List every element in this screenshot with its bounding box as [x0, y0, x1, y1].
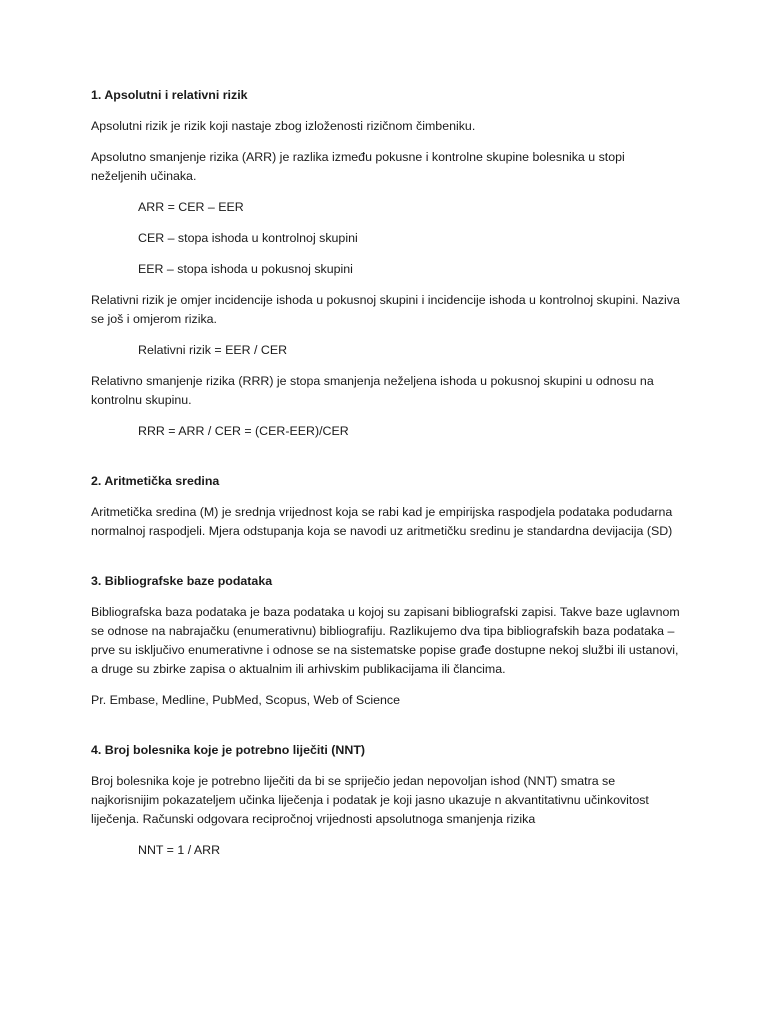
paragraph: Aritmetička sredina (M) je srednja vrijednost koja se rabi kad je empirijska raspodjela podataka podudarna normalnoj raspodjeli. Mjera odstupanja koja se navodi uz aritmetičku sredinu je standardna devijacija (SD)	[91, 505, 673, 538]
section-heading: 4. Broj bolesnika koje je potrebno liječiti (NNT)	[91, 743, 366, 757]
section-absolute-relative-risk	[91, 86, 680, 441]
section-bibliographic-databases	[91, 572, 680, 710]
paragraph: Relativno smanjenje rizika (RRR) je stopa smanjenja neželjena ishoda u pokusnoj skupini u odnosu na kontrolnu skupinu.	[91, 374, 654, 407]
section-arithmetic-mean	[91, 472, 680, 541]
paragraph: Apsolutni rizik je rizik koji nastaje zbog izloženosti rizičnom čimbeniku.	[91, 119, 476, 133]
formula: NNT = 1 / ARR	[138, 843, 221, 857]
formula: EER – stopa ishoda u pokusnoj skupini	[138, 262, 353, 276]
paragraph: Relativni rizik je omjer incidencije ishoda u pokusnoj skupini i incidencije ishoda u kontrolnoj skupini. Naziva se još i omjerom rizika.	[91, 293, 680, 326]
paragraph: Pr. Embase, Medline, PubMed, Scopus, Web of Science	[91, 693, 401, 707]
formula: Relativni rizik = EER / CER	[138, 343, 288, 357]
formula: RRR = ARR / CER = (CER-EER)/CER	[138, 424, 349, 438]
formula: ARR = CER – EER	[138, 200, 244, 214]
section-nnt	[91, 741, 680, 860]
paragraph: Broj bolesnika koje je potrebno liječiti da bi se spriječio jedan nepovoljan ishod (NNT) smatra se najkorisnijim pokazateljem učinka liječenja i podatak je koji jasno ukazuje n akvantitativnu učinkovitost liječenja. Računski odgovara recipročnoj vrijednosti apsolutnoga smanjenja rizika	[91, 774, 649, 826]
paragraph: Apsolutno smanjenje rizika (ARR) je razlika između pokusne i kontrolne skupine bolesnika u stopi neželjenih učinaka.	[91, 150, 625, 183]
section-heading: 1. Apsolutni i relativni rizik	[91, 88, 248, 102]
section-heading: 2. Aritmetička sredina	[91, 474, 220, 488]
formula: CER – stopa ishoda u kontrolnoj skupini	[138, 231, 358, 245]
paragraph: Bibliografska baza podataka je baza podataka u kojoj su zapisani bibliografski zapisi. Takve baze uglavnom se odnose na nabrajačku (enumerativnu) bibliografiju. Razlikujemo dva tipa bibliografskih baza podataka – prve su isključivo enumerativne i odnose se na sistematske popise građe dostupne nekoj službi ili ustanovi, a druge su zbirke zapisa o aktualnim ili arhivskim publikacijama ili člancima.	[91, 605, 680, 676]
section-heading: 3. Bibliografske baze podataka	[91, 574, 273, 588]
